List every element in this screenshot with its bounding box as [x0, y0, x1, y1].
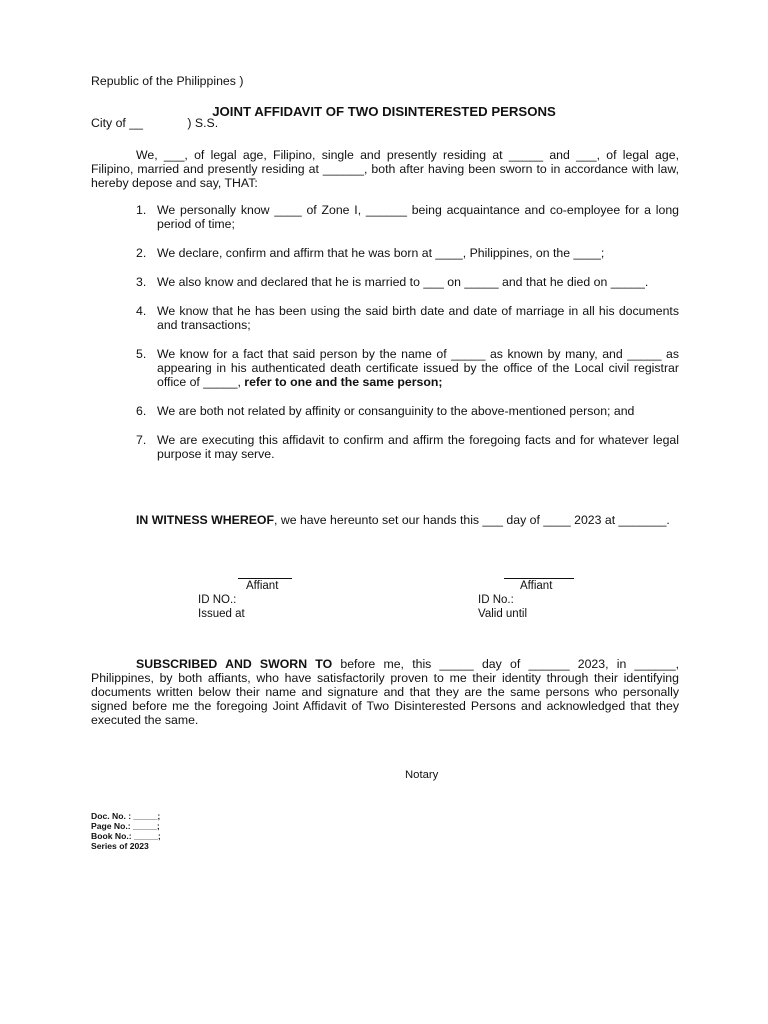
item-text: We know for a fact that said person by the name of _____ as known by many, and _____ as appearing in his authenticated death certificate issued by the office of the Local civil registrar office of _____,: [157, 347, 679, 389]
list-item: [91, 404, 679, 418]
id-number-label: ID NO.:: [198, 594, 237, 606]
document-header: [91, 46, 243, 144]
item-number: 1.: [136, 203, 147, 217]
item-text: We declare, confirm and affirm that he was born at ____, Philippines, on the ____;: [157, 246, 605, 260]
intro-text: We, ___, of legal age, Filipino, single and presently residing at _____ and ___, of legal age, Filipino, married and presently residing at ______, both after having been sworn to in accordance with law, hereby depose and say, THAT:: [91, 148, 679, 190]
series-year: Series of 2023: [91, 841, 149, 851]
witness-heading: IN WITNESS WHEREOF: [136, 513, 274, 527]
header-republic: Republic of the Philippines ): [91, 74, 244, 88]
list-item: [91, 203, 679, 231]
right-signature-block: [478, 578, 598, 621]
notarial-register: [91, 811, 161, 851]
item-number: 7.: [136, 433, 147, 447]
book-number: Book No.: _____;: [91, 831, 161, 841]
id-number-label: ID No.:: [478, 594, 514, 606]
item-text: We personally know ____ of Zone I, ______ being acquaintance and co-employee for a long period of time;: [157, 203, 679, 231]
issued-at-label: Issued at: [198, 608, 245, 620]
jurat-heading: SUBSCRIBED AND SWORN TO: [136, 657, 333, 671]
list-item: [91, 246, 679, 260]
item-text: We are executing this affidavit to confirm and affirm the foregoing facts and for whatever legal purpose it may serve.: [157, 433, 679, 461]
item-text: We also know and declared that he is married to ___ on _____ and that he died on _____.: [157, 275, 649, 289]
document-title: JOINT AFFIDAVIT OF TWO DISINTERESTED PERSONS: [212, 104, 556, 119]
list-item: [91, 304, 679, 332]
list-item: [91, 275, 679, 289]
statements-list: [91, 203, 679, 476]
affiant-label: Affiant: [246, 580, 279, 592]
item-text: We are both not related by affinity or consanguinity to the above-mentioned person; and: [157, 404, 635, 418]
item-number: 6.: [136, 404, 147, 418]
item-bold-text: refer to one and the same person;: [240, 375, 443, 389]
item-text: We know that he has been using the said birth date and date of marriage in all his documents and transactions;: [157, 304, 679, 332]
jurat-text: before me, this _____ day of ______ 2023, in ______, Philippines, by both affiants, who have satisfactorily proven to me their identity through their identifying documents written below their name and signature and that they are the same persons who personally signed before me the foregoing Joint Affidavit of Two Disinterested Persons and acknowledged that they executed the same.: [91, 657, 679, 727]
affiant-label: Affiant: [520, 580, 553, 592]
list-item: [91, 347, 679, 389]
header-city: City of __ ) S.S.: [91, 116, 219, 130]
notary-label: Notary: [405, 769, 439, 781]
intro-paragraph: [91, 148, 679, 190]
witness-paragraph: [91, 513, 679, 527]
item-number: 3.: [136, 275, 147, 289]
witness-text: , we have hereunto set our hands this ___ day of ____ 2023 at _______.: [274, 513, 670, 527]
left-signature-block: [198, 578, 318, 621]
item-number: 4.: [136, 304, 147, 318]
page-number: Page No.: _____;: [91, 821, 160, 831]
item-number: 5.: [136, 347, 147, 361]
item-number: 2.: [136, 246, 147, 260]
doc-number: Doc. No. : _____;: [91, 811, 161, 821]
list-item: [91, 433, 679, 461]
jurat-paragraph: [91, 657, 679, 727]
valid-until-label: Valid until: [478, 608, 528, 620]
